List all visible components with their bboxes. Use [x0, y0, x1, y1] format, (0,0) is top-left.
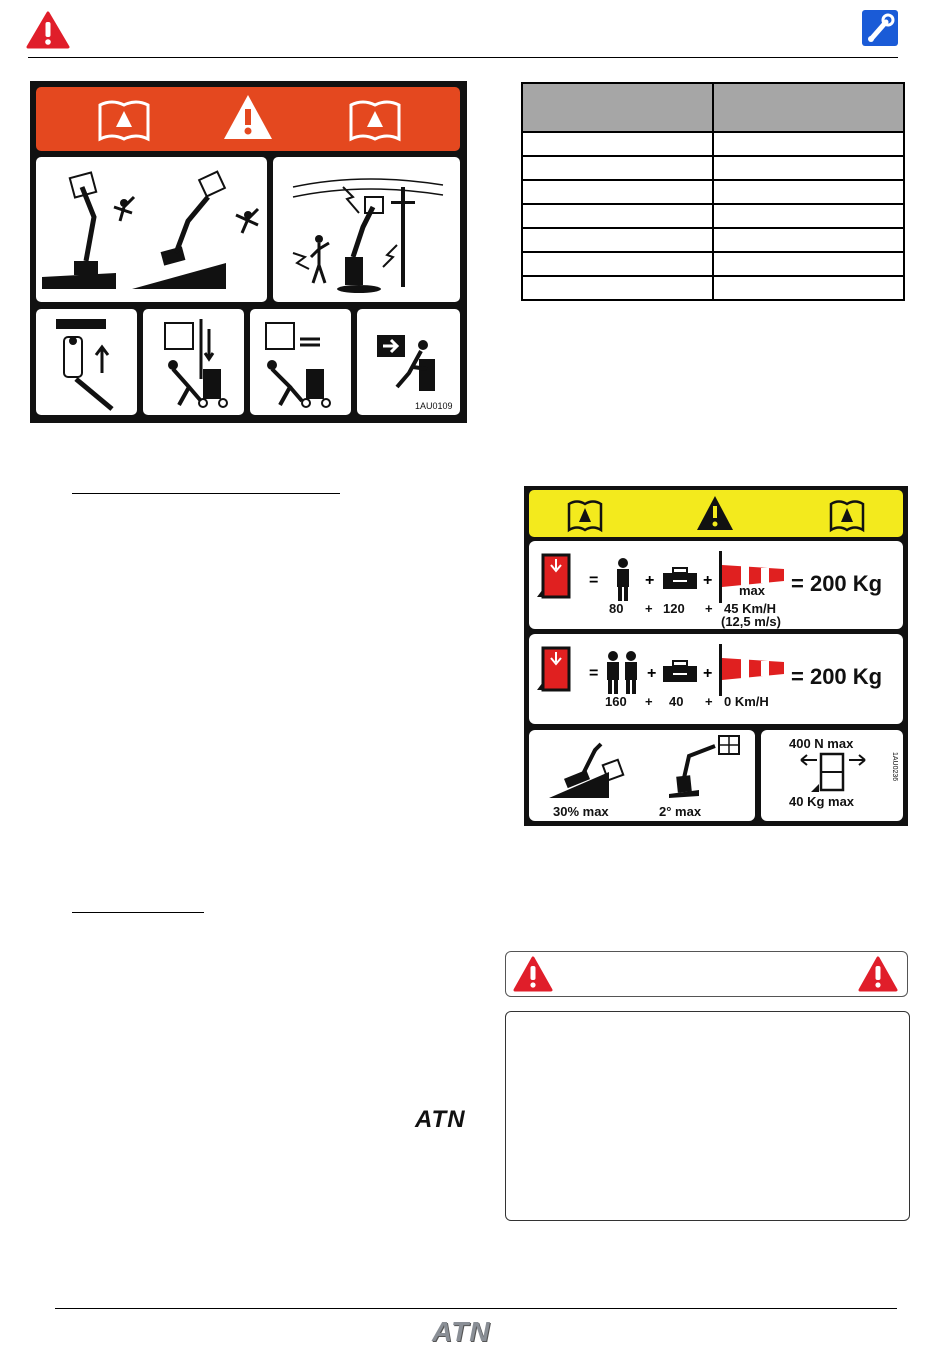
- persons-weight: 80: [609, 601, 624, 616]
- manual-book-icon: [100, 102, 148, 139]
- svg-text:=: =: [589, 572, 599, 589]
- tools-weight: 40: [669, 694, 684, 709]
- footer-rule: [55, 1308, 897, 1309]
- safety-decal-sticker: [30, 81, 467, 423]
- warning-triangle-icon: [513, 956, 553, 992]
- decal-banner: [529, 490, 903, 537]
- table-cell: [522, 180, 713, 204]
- wind-speed: 0 Km/H: [724, 694, 769, 709]
- table-row: [522, 228, 904, 252]
- max-side-load: 40 Kg max: [789, 794, 855, 809]
- decal-banner: [36, 87, 460, 151]
- plus-sign: +: [705, 601, 713, 616]
- slope-limits-panel: [529, 730, 755, 821]
- capacity-result: = 200 Kg: [791, 571, 883, 596]
- svg-text:+: +: [647, 665, 657, 682]
- table-cell: [713, 156, 904, 180]
- table-row: [522, 252, 904, 276]
- max-tilt: 2° max: [659, 804, 702, 819]
- section-heading-underline: [72, 912, 204, 913]
- table-cell: [522, 228, 713, 252]
- crush-hazard-pictogram: [36, 309, 137, 415]
- footer-atn-logo: ATN: [432, 1316, 491, 1347]
- tip-over-pictogram: [36, 157, 267, 302]
- manual-book-icon: [569, 502, 601, 531]
- table-row: [522, 180, 904, 204]
- max-slope: 30% max: [553, 804, 609, 819]
- load-row-one-person: [529, 541, 903, 629]
- table-cell: [522, 132, 713, 156]
- table-cell: [713, 180, 904, 204]
- lowering-crush-pictogram: [143, 309, 244, 415]
- header-rule: [28, 57, 898, 58]
- manual-book-icon: [351, 102, 399, 139]
- table-cell: [522, 276, 713, 300]
- wrench-icon: [862, 10, 898, 46]
- warning-triangle-icon: [26, 11, 70, 49]
- section-heading-underline: [72, 493, 340, 494]
- table-cell: [522, 156, 713, 180]
- plus-sign: +: [645, 601, 653, 616]
- decal-code: 1AU0109: [415, 401, 453, 411]
- wind-max-label: max: [739, 583, 766, 598]
- tools-weight: 120: [663, 601, 685, 616]
- warning-triangle-icon: [224, 95, 272, 139]
- table-header-row: [522, 83, 904, 132]
- persons-weight: 160: [605, 694, 627, 709]
- table-header-cell: [713, 83, 904, 132]
- table-row: [522, 276, 904, 300]
- load-capacity-decal: [524, 486, 908, 826]
- table-cell: [713, 276, 904, 300]
- svg-text:+: +: [703, 572, 713, 589]
- table-row: [522, 156, 904, 180]
- warning-callout-bar: [505, 951, 908, 997]
- warning-note-box: [505, 1011, 910, 1221]
- platform-max-load-icon: [537, 648, 569, 690]
- manual-book-icon: [831, 502, 863, 531]
- table-row: [522, 204, 904, 228]
- collision-hazard-pictogram: [357, 309, 460, 415]
- spec-table: [521, 82, 905, 301]
- load-row-two-persons: [529, 634, 903, 724]
- table-cell: [713, 252, 904, 276]
- warning-triangle-icon: [858, 956, 898, 992]
- table-row: [522, 132, 904, 156]
- table-cell: [522, 204, 713, 228]
- electrocution-pictogram: [273, 157, 460, 302]
- table-header-cell: [522, 83, 713, 132]
- table-cell: [713, 204, 904, 228]
- toolbox-icon: [663, 661, 697, 682]
- svg-text:=: =: [589, 665, 599, 682]
- warning-triangle-icon: [697, 496, 733, 530]
- wind-speed-ms: (12,5 m/s): [721, 614, 781, 629]
- plus-sign: +: [645, 694, 653, 709]
- plus-sign: +: [705, 694, 713, 709]
- capacity-result: = 200 Kg: [791, 664, 883, 689]
- table-cell: [713, 228, 904, 252]
- svg-text:+: +: [645, 572, 655, 589]
- platform-max-load-icon: [537, 555, 569, 597]
- person-icon: [617, 558, 629, 601]
- svg-text:+: +: [703, 665, 713, 682]
- wind-speed: 45 Km/H: [724, 601, 777, 616]
- windsock-icon: [719, 644, 784, 696]
- two-persons-icon: [607, 651, 637, 694]
- table-cell: [522, 252, 713, 276]
- side-force-panel: [761, 730, 903, 821]
- max-side-force: 400 N max: [789, 736, 854, 751]
- pinch-hazard-pictogram: [250, 309, 351, 415]
- table-cell: [713, 132, 904, 156]
- atn-logo: ATN: [415, 1106, 466, 1133]
- decal-code: 1AU0236: [891, 752, 898, 782]
- toolbox-icon: [663, 568, 697, 589]
